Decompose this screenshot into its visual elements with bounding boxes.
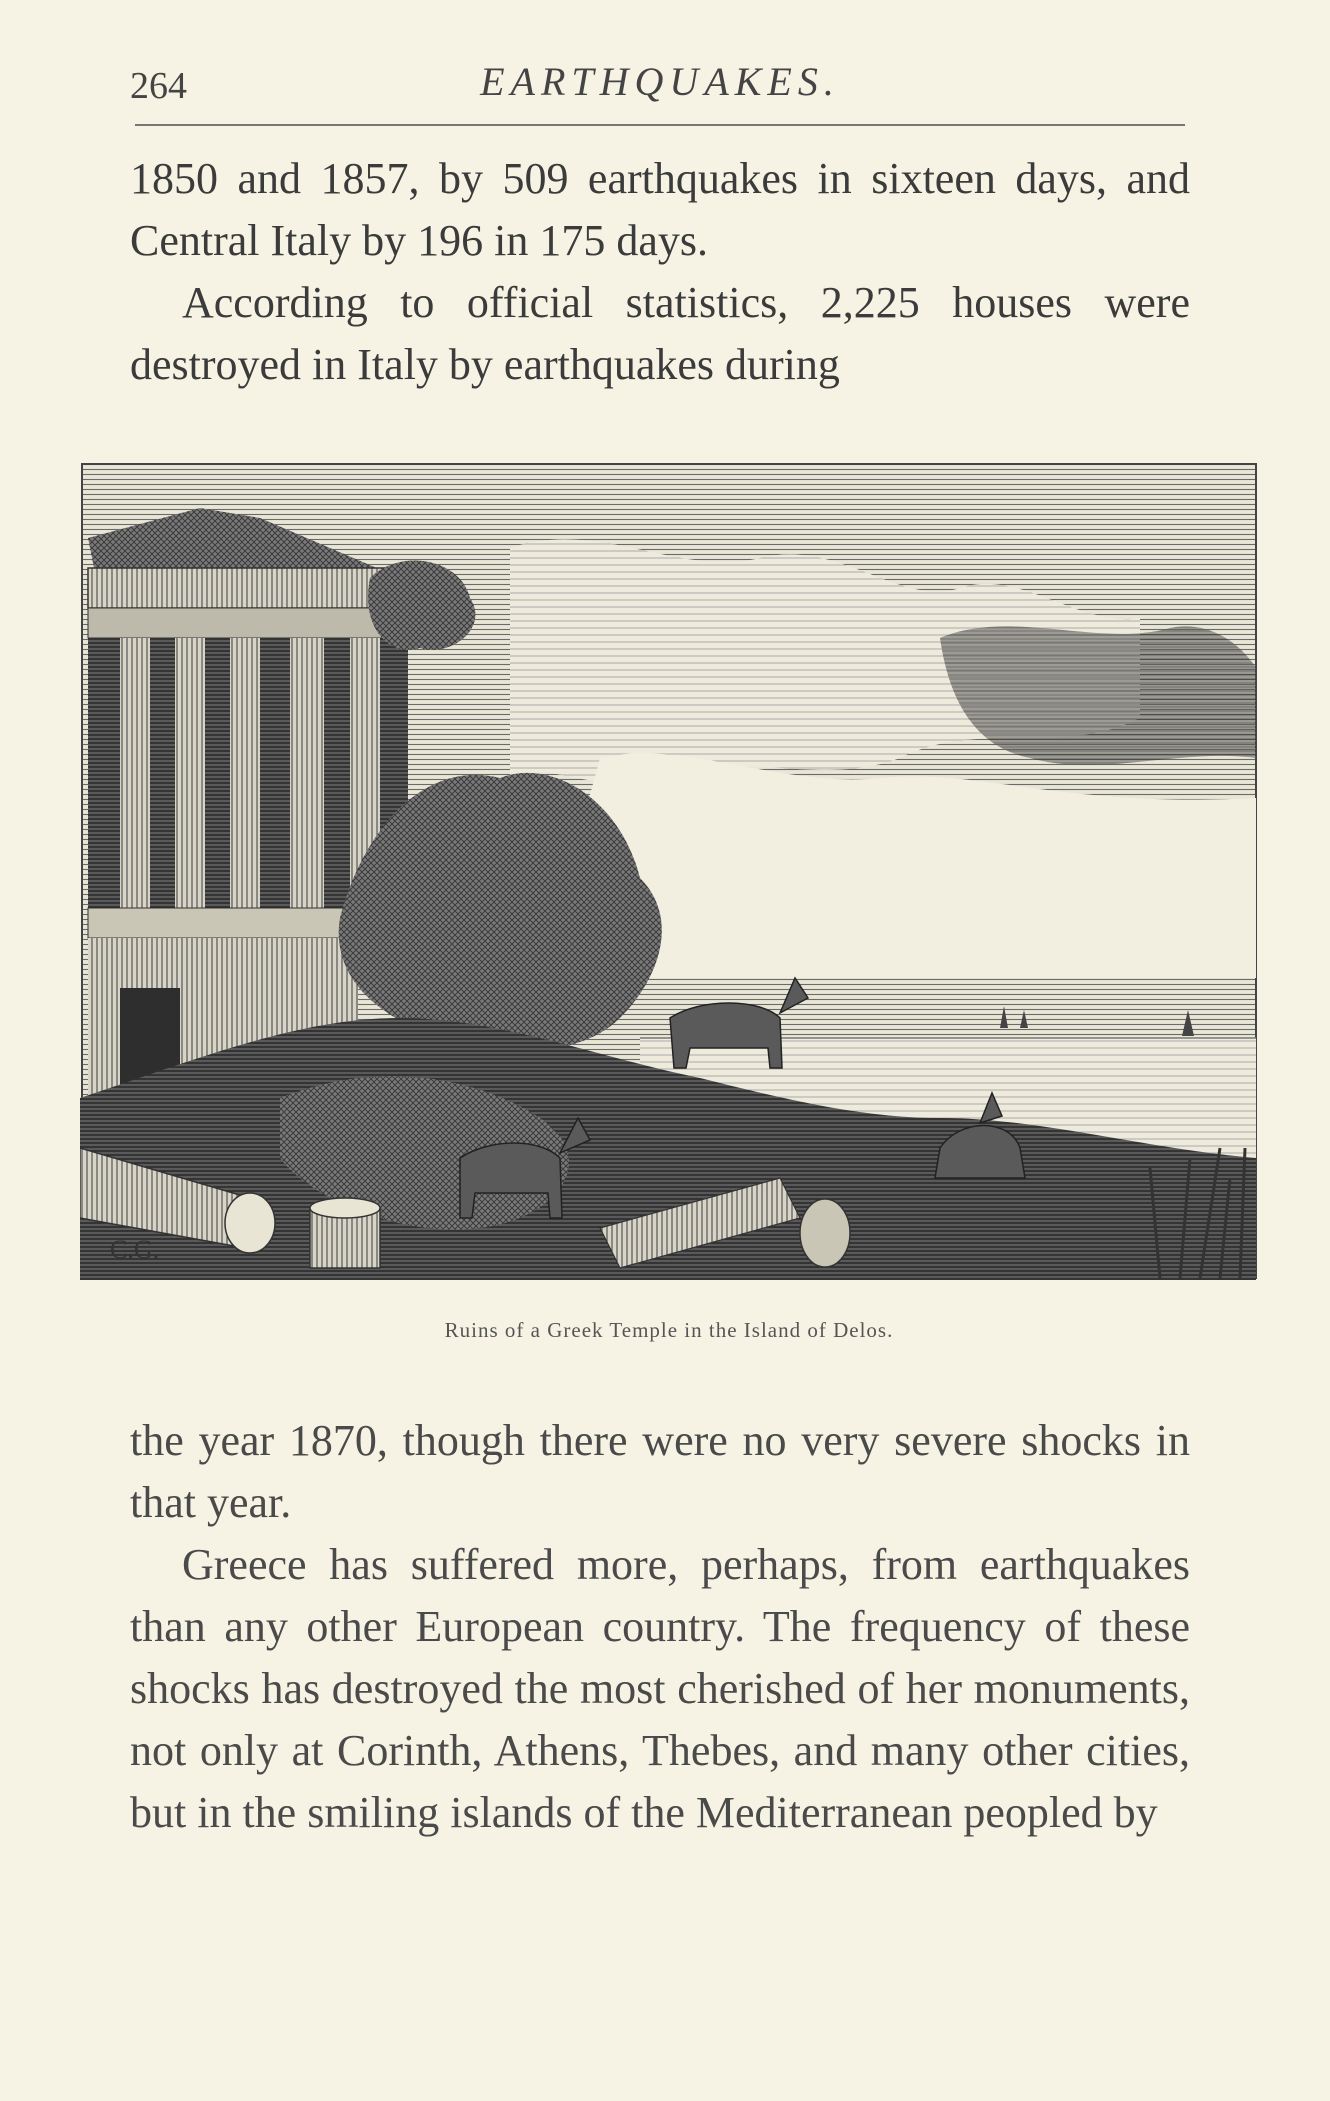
text-block-bottom: [130, 1410, 1190, 1844]
text-block-top: [130, 148, 1190, 396]
paragraph-continued: 1850 and 1857, by 509 earthquakes in sixteen days, and Central Italy by 196 in 175 days.: [130, 154, 1190, 265]
paragraph: Greece has suffered more, perhaps, from earthquakes than any other European country. The frequency of these shocks has destroyed the most cherished of her monuments, not only at Corinth, Athens, Thebes, and many other cities, but in the smiling islands of the Mediterranean peopled by: [130, 1540, 1190, 1837]
paragraph-continued: the year 1870, though there were no very severe shocks in that year.: [130, 1416, 1190, 1527]
figure-caption: Ruins of a Greek Temple in the Island of Delos.: [444, 1318, 894, 1342]
running-head: [130, 56, 1190, 126]
engraving-illustration: [80, 458, 1258, 1280]
paragraph: According to official statistics, 2,225 houses were destroyed in Italy by earthquakes during: [130, 278, 1190, 389]
page-number: 264: [130, 65, 187, 107]
engraver-signature: C.G.: [110, 1235, 160, 1264]
running-title: EARTHQUAKES.: [480, 59, 840, 104]
header-rule: [135, 124, 1185, 126]
